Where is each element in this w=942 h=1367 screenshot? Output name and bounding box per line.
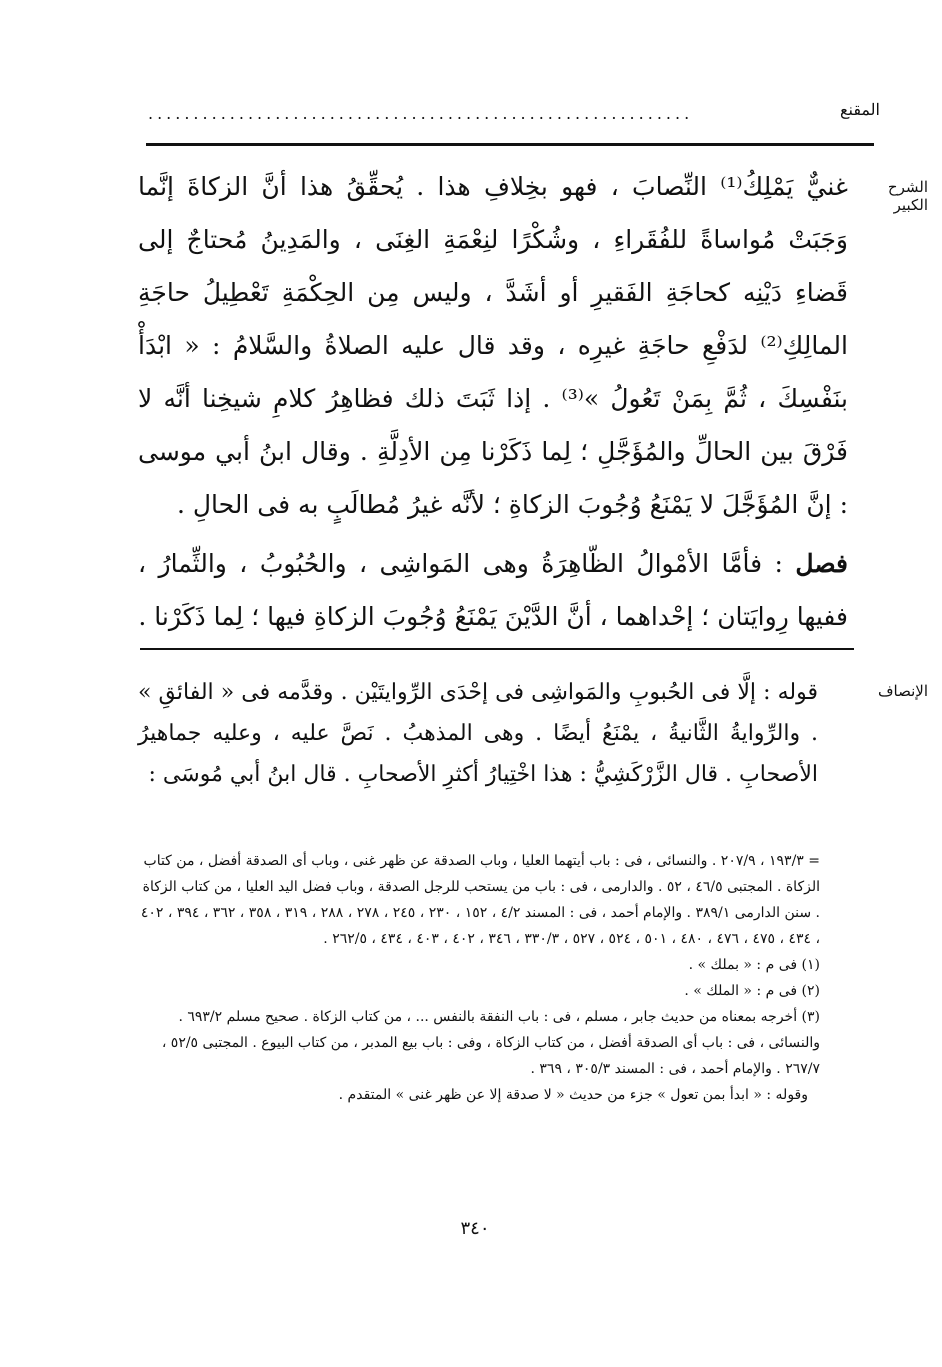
- fasl-paragraph: [138, 537, 848, 643]
- header-rule: [146, 143, 874, 146]
- fasl-heading: فصل: [795, 549, 848, 578]
- insaf-label: الإنصاف: [877, 682, 928, 700]
- footnote-1: (١) فى م : « بملك » .: [688, 957, 820, 973]
- sharh-paragraph: غنيٌّ يَمْلِكُ⁽¹⁾ النِّصابَ ، فهو بخِلافِ هذا . يُحقِّقُ هذا أنَّ الزكاةَ إنَّما وَجَبَتْ مُواساةً للفُقَراءِ ، وشُكْرًا لنِعْمَةِ الغِنَى ، والمَدِينُ مُحتاجٌ إلى قَضاءِ دَيْنِه كحاجَةِ الفَقيرِ أو أشَدَّ ، وليس مِن الحِكْمَةِ تَعْطِيلُ حاجَةِ المالِكِ⁽²⁾ لدَفْعِ حاجَةِ غيرِه ، وقد قال عليه الصلاةُ والسَّلامُ : « ابْدَأْ بنَفْسِكَ ، ثُمَّ بِمَنْ تَعُولُ »⁽³⁾ . إذا ثَبَتَ ذلك فظاهِرُ كلامِ شيخِنا أنَّه لا فَرْقَ بين الحالِّ والمُؤَجَّلِ ؛ لِما ذَكَرْنا مِن الأدِلَّةِ . وقال ابنُ أبي موسى : إنَّ المُؤَجَّلَ لا يَمْنَعُ وُجُوبَ الزكاةِ ؛ لأنَّه غيرُ مُطالَبٍ به فى الحالِ .: [138, 172, 848, 519]
- fasl-text: : فأمَّا الأمْوالُ الظّاهِرَةُ وهى المَواشِى ، والحُبُوبُ ، والثِّمارُ ، ففيها رِوايَتان ؛ إحْداهما ، أنَّ الدَّيْنَ يَمْنَعُ وُجُوبَ الزكاةِ فيها ؛ لِما ذَكَرْنا .: [138, 549, 848, 631]
- sharh-kabir-label: الشرح الكبير: [887, 178, 928, 214]
- page-number: ٣٤٠: [460, 1218, 490, 1239]
- section-divider: [140, 648, 854, 650]
- footnotes: [140, 848, 820, 1108]
- sharh-kabir-text: [138, 160, 848, 643]
- running-header-title: المقنع: [839, 100, 880, 119]
- insaf-paragraph: قوله : إلَّا فى الحُبوبِ والمَواشِى فى إحْدَى الرِّوايتَيْن . وقدَّمه فى « الفائقِ » . والرِّوايةُ الثَّانيةُ ، يمْنَعُ أيضًا . وهى المذهبُ . نَصَّ عليه ، وعليه جماهيرُ الأصحابِ . قال الزَّرْكَشِيُّ : هذا اخْتِيارُ أكثرِ الأصحابِ . قال ابنُ أبي مُوسَى :: [138, 680, 818, 787]
- header-dotted-leader: ............................................................: [148, 104, 694, 123]
- insaf-text: [138, 672, 818, 795]
- footnote-3-addendum: وقوله : « ابدأ بمن تعول » جزء من حديث « لا صدقة إلا عن ظهر غنى » المتقدم .: [338, 1087, 808, 1103]
- footnote-2: (٢) فى م : « الملك » .: [684, 983, 820, 999]
- footnote-continued: = ١٩٣/٣ ، ٢٠٧/٩ . والنسائى ، فى : باب أيتهما العليا ، وباب الصدقة عن ظهر غنى ، وباب أى الصدقة أفضل ، من كتاب الزكاة . المجتبى ٤٦/٥ ، ٥٢ . والدارمى ، فى : باب من يستحب للرجل الصدقة ، وباب فضل اليد العليا ، من كتاب الزكاة . سنن الدارمى ٣٨٩/١ . والإمام أحمد ، فى : المسند ٤/٢ ، ١٥٢ ، ٢٣٠ ، ٢٤٥ ، ٢٧٨ ، ٢٨٨ ، ٣١٩ ، ٣٥٨ ، ٣٦٢ ، ٣٩٤ ، ٤٠٢ ، ٤٣٤ ، ٤٧٥ ، ٤٧٦ ، ٤٨٠ ، ٥٠١ ، ٥٢٤ ، ٥٢٧ ، ٣٣٠/٣ ، ٣٤٦ ، ٤٠٢ ، ٤٠٣ ، ٤٣٤ ، ٢٦٢/٥ .: [140, 853, 820, 947]
- footnote-3: (٣) أخرجه بمعناه من حديث جابر ، مسلم ، فى : باب النفقة بالنفس ... ، من كتاب الزكاة . صحيح مسلم ٦٩٣/٢ . والنسائى ، فى : باب أى الصدقة أفضل ، من كتاب الزكاة ، وفى : باب بيع المدبر ، من كتاب البيوع . المجتبى ٥٢/٥ ، ٢٦٧/٧ . والإمام أحمد ، فى : المسند ٣٠٥/٣ ، ٣٦٩ .: [161, 1009, 820, 1077]
